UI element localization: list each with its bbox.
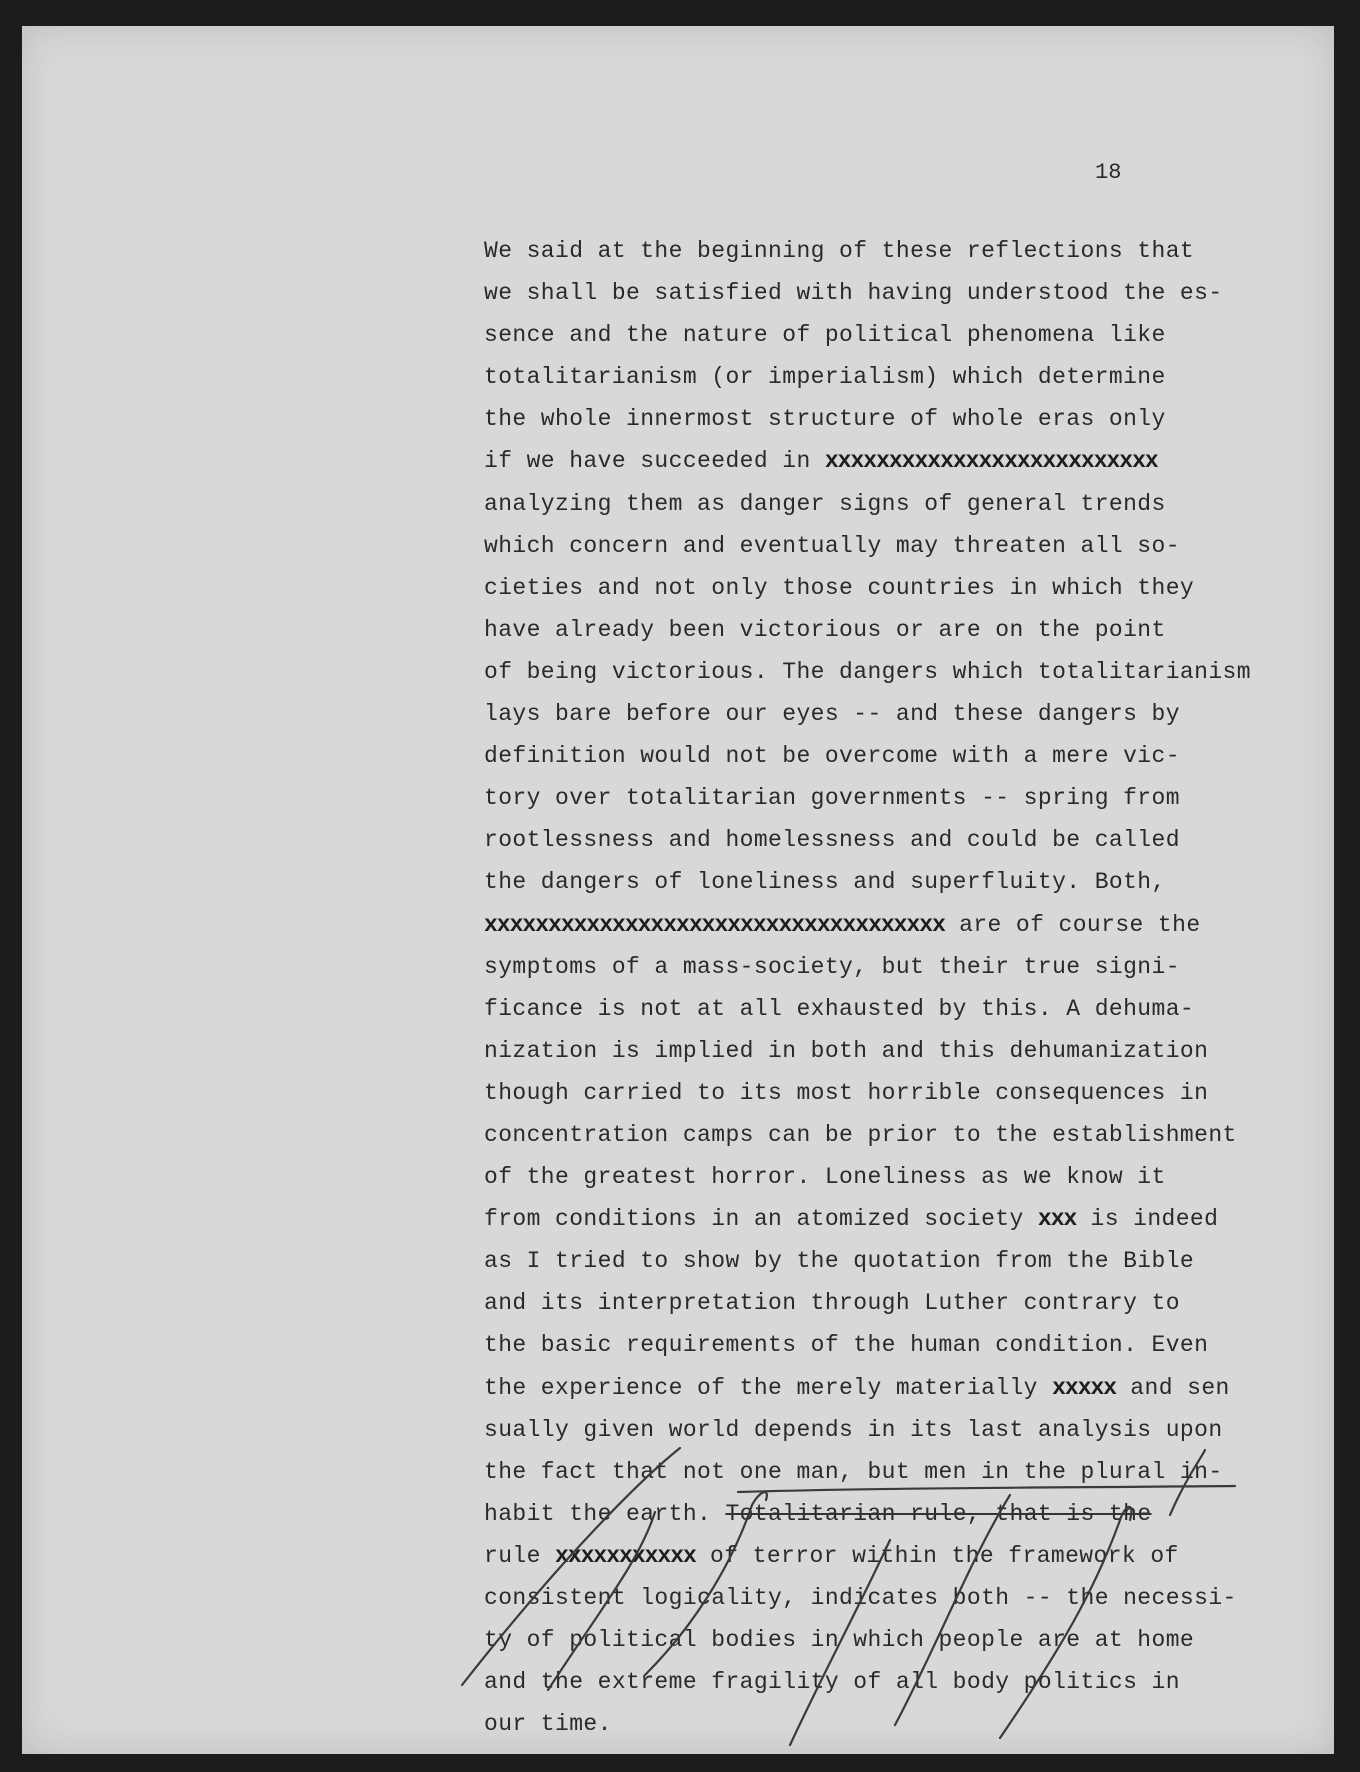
text-line [484, 1282, 1324, 1324]
text-line [484, 988, 1324, 1030]
line-text: the whole innermost structure of whole eras only [484, 406, 1166, 433]
struck-text: Totalitarian rule, that is the [725, 1500, 1152, 1527]
text-line [484, 1072, 1324, 1114]
line-text: have already been victorious or are on the point [484, 616, 1166, 643]
text-line [484, 1661, 1324, 1703]
line-text: and its interpretation through Luther contrary to [484, 1290, 1180, 1317]
text-line [484, 946, 1324, 988]
text-line [484, 440, 1324, 482]
text-line [484, 904, 1324, 946]
line-text: analyzing them as danger signs of general trends [484, 490, 1166, 517]
line-text: of being victorious. The dangers which totalitarianism [484, 658, 1251, 685]
line-text: definition would not be overcome with a mere vic- [484, 743, 1180, 770]
line-text: and sen [1116, 1374, 1230, 1401]
text-line [484, 272, 1324, 314]
line-text: as I tried to show by the quotation from the Bible [484, 1248, 1195, 1275]
line-text: of the greatest horror. Loneliness as we know it [484, 1164, 1166, 1191]
text-line [484, 1240, 1324, 1282]
text-line [484, 735, 1324, 777]
line-text: our time. [484, 1711, 612, 1738]
text-line [484, 1619, 1324, 1661]
text-line [484, 1198, 1324, 1240]
text-line [484, 1535, 1324, 1577]
text-line [484, 1156, 1324, 1198]
line-text: sence and the nature of political phenomena like [484, 322, 1166, 349]
text-line [484, 1030, 1324, 1072]
line-text: from conditions in an atomized society [484, 1206, 1038, 1233]
line-text: tory over totalitarian governments -- spring from [484, 785, 1180, 812]
text-line [484, 398, 1324, 440]
typed-x-out: xxx [1037, 1206, 1077, 1233]
line-text: concentration camps can be prior to the establishment [484, 1121, 1237, 1148]
line-text: rule [484, 1542, 556, 1569]
line-text: rootlessness and homelessness and could be called [484, 827, 1180, 854]
line-text: and the extreme fragility of all body politics in [484, 1669, 1180, 1696]
text-line [484, 777, 1324, 819]
text-line [484, 356, 1324, 398]
typed-x-out: xxxxxxxxxxxxxxxxxxxxxxxxxxxxxxxxxxxx [484, 911, 945, 938]
line-text: if we have succeeded in [484, 448, 825, 475]
text-line [484, 525, 1324, 567]
line-text: which concern and eventually may threaten all so- [484, 532, 1180, 559]
line-text: though carried to its most horrible consequences in [484, 1079, 1209, 1106]
line-text: the dangers of loneliness and superfluity. Both, [484, 869, 1166, 896]
text-line [484, 483, 1324, 525]
line-text: We said at the beginning of these reflections that [484, 238, 1195, 264]
text-line [484, 1577, 1324, 1619]
text-line [484, 1324, 1324, 1366]
text-line [484, 1451, 1324, 1493]
line-text: of terror within the framework of [695, 1542, 1179, 1569]
text-line [484, 861, 1324, 903]
text-line [484, 693, 1324, 735]
line-text: is indeed [1076, 1206, 1219, 1233]
typed-x-out: xxxxx [1052, 1374, 1117, 1401]
line-text: symptoms of a mass-society, but their true signi- [484, 953, 1180, 980]
line-text: ty of political bodies in which people are at home [484, 1627, 1195, 1654]
line-text: we shall be satisfied with having understood the es- [484, 280, 1223, 307]
line-text: cieties and not only those countries in which they [484, 574, 1195, 601]
text-line [484, 1493, 1324, 1535]
text-line [484, 1367, 1324, 1409]
text-line [484, 819, 1324, 861]
line-text: the basic requirements of the human condition. Even [484, 1332, 1209, 1359]
typed-paragraph [484, 230, 1324, 1745]
line-text: the experience of the merely materially [484, 1374, 1053, 1401]
text-line [484, 314, 1324, 356]
line-text: are of course the [944, 911, 1201, 938]
typed-x-out: xxxxxxxxxxx [555, 1542, 696, 1569]
line-text: ficance is not at all exhausted by this. A dehuma- [484, 995, 1195, 1022]
typed-x-out: xxxxxxxxxxxxxxxxxxxxxxxxxx [824, 448, 1158, 475]
line-text: the fact that not one man, but men in the plural in- [484, 1458, 1223, 1485]
text-line [484, 1409, 1324, 1451]
line-text: habit the earth. [484, 1500, 726, 1527]
text-line [484, 1114, 1324, 1156]
line-text: totalitarianism (or imperialism) which determine [484, 364, 1166, 391]
line-text: sually given world depends in its last analysis upon [484, 1416, 1223, 1443]
text-line [484, 1703, 1324, 1745]
line-text: lays bare before our eyes -- and these dangers by [484, 701, 1180, 728]
text-line [484, 230, 1324, 272]
text-line [484, 567, 1324, 609]
line-text: consistent logicality, indicates both -- the necessi- [484, 1585, 1237, 1611]
text-line [484, 609, 1324, 651]
line-text: nization is implied in both and this dehumanization [484, 1037, 1209, 1064]
page-number: 18 [1095, 160, 1122, 185]
text-line [484, 651, 1324, 693]
